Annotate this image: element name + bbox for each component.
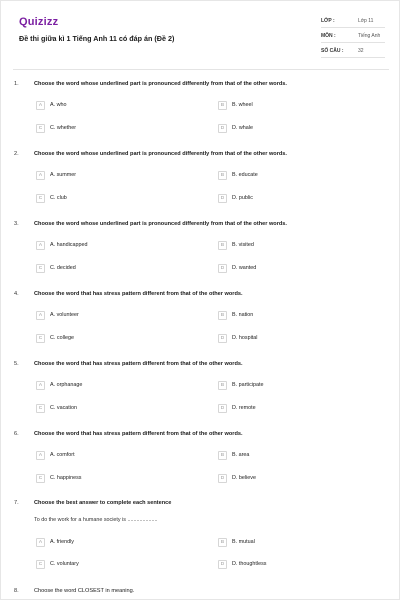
question-number: 5.	[14, 361, 19, 367]
option-text: B. visited	[232, 242, 254, 248]
option-text: C. vacation	[50, 405, 77, 411]
option-text: B. nation	[232, 312, 254, 318]
question-number: 1.	[14, 81, 19, 87]
option-letter-box: A	[36, 538, 45, 547]
meta-subject-value: Tiếng Anh	[358, 33, 381, 39]
option-letter-box: B	[218, 241, 227, 250]
option-text: A. comfort	[50, 452, 75, 458]
option-text: D. public	[232, 195, 253, 201]
option-letter-box: C	[36, 124, 45, 133]
option-letter-box: C	[36, 474, 45, 483]
option-text: B. area	[232, 452, 250, 458]
option-letter-box: C	[36, 334, 45, 343]
option-letter-box: D	[218, 560, 227, 569]
meta-count-label: SỐ CÂU :	[321, 48, 344, 54]
option-text: C. decided	[50, 265, 76, 271]
question-number: 7.	[14, 500, 19, 506]
option-letter-box: B	[218, 538, 227, 547]
question-number: 3.	[14, 221, 19, 227]
option-letter-box: D	[218, 404, 227, 413]
question-number: 2.	[14, 151, 19, 157]
option-text: C. voluntary	[50, 561, 79, 567]
meta-class-label: LỚP :	[321, 18, 335, 24]
option-text: D. believe	[232, 475, 256, 481]
option-letter-box: D	[218, 194, 227, 203]
option-text: D. thoughtless	[232, 561, 267, 567]
header-divider	[13, 69, 389, 70]
meta-subject-label: MÔN :	[321, 33, 336, 39]
option-text: D. whale	[232, 125, 253, 131]
option-letter-box: A	[36, 241, 45, 250]
option-text: C. college	[50, 335, 74, 341]
question-number: 4.	[14, 291, 19, 297]
option-text: C. whether	[50, 125, 77, 131]
option-text: A. handicapped	[50, 242, 88, 248]
quizizz-logo: Quizizz	[19, 16, 59, 28]
option-text: D. remote	[232, 405, 256, 411]
question-text: Choose the best answer to complete each sentence	[34, 500, 172, 506]
option-letter-box: B	[218, 171, 227, 180]
option-letter-box: C	[36, 194, 45, 203]
option-text: A. friendly	[50, 539, 74, 545]
option-letter-box: C	[36, 560, 45, 569]
option-text: A. summer	[50, 172, 77, 178]
option-letter-box: D	[218, 474, 227, 483]
option-text: A. orphanage	[50, 382, 83, 388]
worksheet-title: Đề thi giữa kì 1 Tiếng Anh 11 có đáp án (Đề 2)	[19, 34, 175, 43]
question-number: 6.	[14, 431, 19, 437]
question-text: Choose the word that has stress pattern different from that of the other words.	[34, 431, 243, 437]
option-letter-box: B	[218, 311, 227, 320]
option-text: B. mutual	[232, 539, 255, 545]
meta-class-value: Lớp 11	[358, 18, 374, 24]
option-text: A. volunteer	[50, 312, 79, 318]
option-text: B. educate	[232, 172, 258, 178]
question-text: Choose the word whose underlined part is pronounced differently from that of the other words.	[34, 151, 287, 157]
option-letter-box: C	[36, 404, 45, 413]
option-letter-box: A	[36, 311, 45, 320]
option-letter-box: B	[218, 451, 227, 460]
option-text: A. who	[50, 102, 67, 108]
option-text: C. happiness	[50, 475, 82, 481]
question-prompt: To do the work for a humane society is ....................	[34, 517, 158, 523]
option-text: B. participate	[232, 382, 264, 388]
option-letter-box: A	[36, 101, 45, 110]
question-text: Choose the word that has stress pattern different from that of the other words.	[34, 361, 243, 367]
question-text: Choose the word CLOSEST in meaning.	[34, 588, 135, 594]
meta-count-value: 32	[358, 48, 364, 54]
option-text: C. club	[50, 195, 67, 201]
option-letter-box: B	[218, 381, 227, 390]
option-letter-box: A	[36, 381, 45, 390]
question-number: 8.	[14, 588, 19, 594]
question-text: Choose the word whose underlined part is pronounced differently from that of the other words.	[34, 221, 287, 227]
option-letter-box: D	[218, 264, 227, 273]
option-letter-box: D	[218, 334, 227, 343]
option-letter-box: A	[36, 171, 45, 180]
option-text: D. hospital	[232, 335, 258, 341]
option-text: D. wanted	[232, 265, 257, 271]
question-text: Choose the word that has stress pattern different from that of the other words.	[34, 291, 243, 297]
option-letter-box: A	[36, 451, 45, 460]
option-letter-box: B	[218, 101, 227, 110]
option-letter-box: D	[218, 124, 227, 133]
option-letter-box: C	[36, 264, 45, 273]
question-text: Choose the word whose underlined part is pronounced differently from that of the other words.	[34, 81, 287, 87]
option-text: B. wheel	[232, 102, 253, 108]
